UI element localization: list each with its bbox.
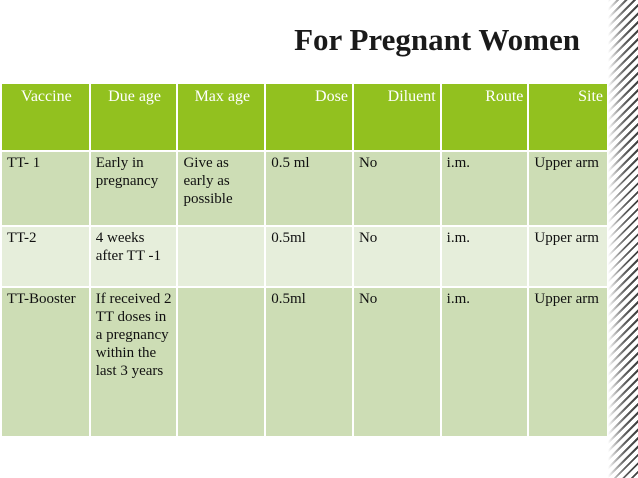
table-header-row xyxy=(2,84,607,151)
header-dose: Dose xyxy=(265,84,353,151)
cell-dose: 0.5ml xyxy=(265,287,353,436)
header-diluent: Diluent xyxy=(353,84,441,151)
cell-route: i.m. xyxy=(441,226,529,287)
header-route: Route xyxy=(441,84,529,151)
cell-vaccine: TT- 1 xyxy=(2,151,90,226)
table-row xyxy=(2,287,607,436)
cell-diluent: No xyxy=(353,151,441,226)
cell-max-age xyxy=(177,287,265,436)
cell-route: i.m. xyxy=(441,151,529,226)
cell-dose: 0.5ml xyxy=(265,226,353,287)
cell-diluent: No xyxy=(353,226,441,287)
cell-due-age: If received 2 TT doses in a pregnancy within the last 3 years xyxy=(90,287,178,436)
cell-due-age: Early in pregnancy xyxy=(90,151,178,226)
cell-max-age: Give as early as possible xyxy=(177,151,265,226)
cell-due-age: 4 weeks after TT -1 xyxy=(90,226,178,287)
cell-route: i.m. xyxy=(441,287,529,436)
header-vaccine: Vaccine xyxy=(2,84,90,151)
slide-title: For Pregnant Women xyxy=(294,22,580,57)
cell-site: Upper arm xyxy=(528,151,607,226)
vaccine-schedule-table xyxy=(2,84,607,436)
cell-diluent: No xyxy=(353,287,441,436)
table-row xyxy=(2,151,607,226)
cell-site: Upper arm xyxy=(528,287,607,436)
header-due-age: Due age xyxy=(90,84,178,151)
cell-dose: 0.5 ml xyxy=(265,151,353,226)
table-row xyxy=(2,226,607,287)
header-site: Site xyxy=(528,84,607,151)
cell-site: Upper arm xyxy=(528,226,607,287)
cell-max-age xyxy=(177,226,265,287)
cell-vaccine: TT-Booster xyxy=(2,287,90,436)
decorative-stripe-fade xyxy=(608,0,638,478)
cell-vaccine: TT-2 xyxy=(2,226,90,287)
header-max-age: Max age xyxy=(177,84,265,151)
